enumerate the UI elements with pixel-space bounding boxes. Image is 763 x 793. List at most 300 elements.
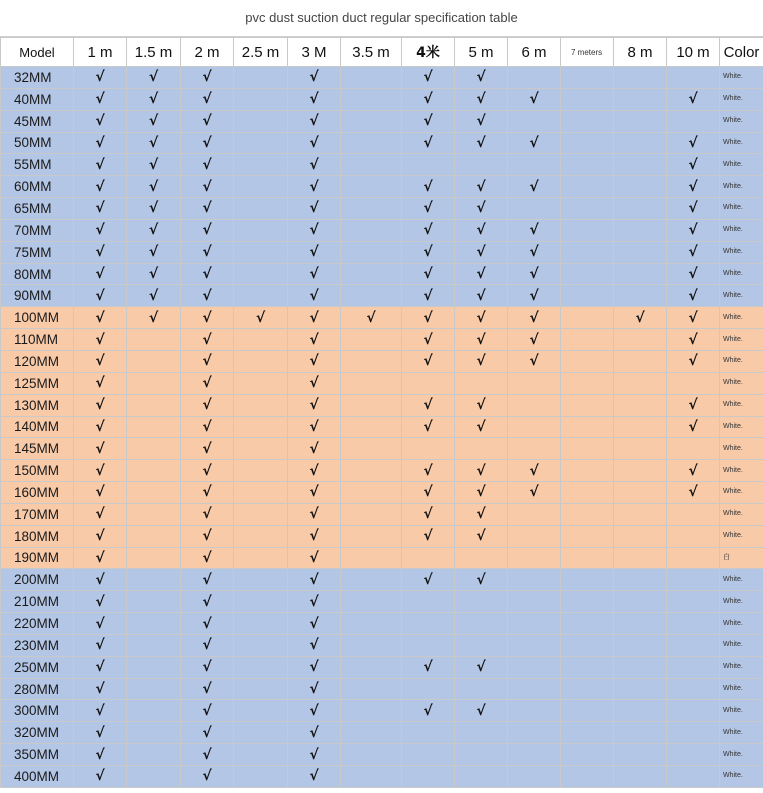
empty-cell	[508, 416, 561, 438]
model-cell: 125MM	[1, 372, 74, 394]
empty-cell	[234, 438, 288, 460]
empty-cell	[402, 547, 455, 569]
check-mark-icon: √	[127, 307, 181, 329]
check-mark-icon: √	[667, 176, 720, 198]
check-mark-icon: √	[181, 460, 234, 482]
empty-cell	[561, 613, 614, 635]
check-mark-icon: √	[288, 394, 341, 416]
table-row	[1, 110, 763, 132]
table-row	[1, 634, 763, 656]
empty-cell	[508, 198, 561, 220]
check-mark-icon: √	[127, 219, 181, 241]
empty-cell	[402, 722, 455, 744]
color-cell: 白	[720, 547, 763, 569]
empty-cell	[127, 416, 181, 438]
check-mark-icon: √	[181, 241, 234, 263]
table-row	[1, 329, 763, 351]
model-cell: 75MM	[1, 241, 74, 263]
table-row	[1, 722, 763, 744]
table-row	[1, 219, 763, 241]
check-mark-icon: √	[508, 241, 561, 263]
check-mark-icon: √	[288, 678, 341, 700]
color-cell: White.	[720, 263, 763, 285]
color-cell: White.	[720, 394, 763, 416]
empty-cell	[561, 198, 614, 220]
empty-cell	[614, 766, 667, 788]
table-row	[1, 525, 763, 547]
check-mark-icon: √	[288, 766, 341, 788]
header-1-5m: 1.5 m	[127, 38, 181, 67]
empty-cell	[234, 372, 288, 394]
check-mark-icon: √	[508, 176, 561, 198]
empty-cell	[455, 678, 508, 700]
empty-cell	[455, 722, 508, 744]
model-cell: 60MM	[1, 176, 74, 198]
empty-cell	[127, 656, 181, 678]
model-cell: 90MM	[1, 285, 74, 307]
empty-cell	[402, 766, 455, 788]
model-cell: 250MM	[1, 656, 74, 678]
check-mark-icon: √	[181, 700, 234, 722]
empty-cell	[127, 329, 181, 351]
empty-cell	[561, 285, 614, 307]
empty-cell	[667, 110, 720, 132]
check-mark-icon: √	[74, 569, 127, 591]
empty-cell	[561, 372, 614, 394]
empty-cell	[341, 394, 402, 416]
check-mark-icon: √	[288, 656, 341, 678]
empty-cell	[614, 219, 667, 241]
check-mark-icon: √	[455, 307, 508, 329]
table-row	[1, 482, 763, 504]
empty-cell	[234, 547, 288, 569]
check-mark-icon: √	[455, 329, 508, 351]
check-mark-icon: √	[288, 591, 341, 613]
check-mark-icon: √	[181, 569, 234, 591]
check-mark-icon: √	[402, 67, 455, 89]
empty-cell	[667, 744, 720, 766]
check-mark-icon: √	[402, 307, 455, 329]
check-mark-icon: √	[288, 67, 341, 89]
check-mark-icon: √	[667, 394, 720, 416]
empty-cell	[561, 547, 614, 569]
check-mark-icon: √	[74, 678, 127, 700]
check-mark-icon: √	[74, 241, 127, 263]
check-mark-icon: √	[74, 482, 127, 504]
table-row	[1, 394, 763, 416]
check-mark-icon: √	[667, 460, 720, 482]
check-mark-icon: √	[402, 88, 455, 110]
check-mark-icon: √	[402, 416, 455, 438]
model-cell: 45MM	[1, 110, 74, 132]
check-mark-icon: √	[402, 482, 455, 504]
check-mark-icon: √	[455, 110, 508, 132]
empty-cell	[614, 482, 667, 504]
empty-cell	[614, 460, 667, 482]
empty-cell	[341, 219, 402, 241]
empty-cell	[667, 700, 720, 722]
empty-cell	[508, 67, 561, 89]
empty-cell	[508, 154, 561, 176]
check-mark-icon: √	[288, 219, 341, 241]
check-mark-icon: √	[74, 460, 127, 482]
empty-cell	[127, 482, 181, 504]
empty-cell	[127, 372, 181, 394]
empty-cell	[127, 503, 181, 525]
color-cell: White.	[720, 482, 763, 504]
empty-cell	[341, 613, 402, 635]
empty-cell	[341, 722, 402, 744]
check-mark-icon: √	[74, 372, 127, 394]
model-cell: 65MM	[1, 198, 74, 220]
empty-cell	[561, 766, 614, 788]
check-mark-icon: √	[614, 307, 667, 329]
empty-cell	[234, 110, 288, 132]
empty-cell	[127, 744, 181, 766]
empty-cell	[614, 678, 667, 700]
empty-cell	[561, 482, 614, 504]
empty-cell	[234, 416, 288, 438]
empty-cell	[561, 569, 614, 591]
check-mark-icon: √	[455, 88, 508, 110]
empty-cell	[667, 678, 720, 700]
check-mark-icon: √	[508, 307, 561, 329]
check-mark-icon: √	[181, 482, 234, 504]
check-mark-icon: √	[455, 700, 508, 722]
empty-cell	[561, 744, 614, 766]
header-6m: 6 m	[508, 38, 561, 67]
empty-cell	[614, 132, 667, 154]
empty-cell	[508, 372, 561, 394]
empty-cell	[614, 394, 667, 416]
check-mark-icon: √	[181, 88, 234, 110]
check-mark-icon: √	[402, 700, 455, 722]
table-row	[1, 350, 763, 372]
empty-cell	[614, 241, 667, 263]
empty-cell	[561, 722, 614, 744]
empty-cell	[508, 438, 561, 460]
model-cell: 170MM	[1, 503, 74, 525]
empty-cell	[614, 700, 667, 722]
empty-cell	[234, 766, 288, 788]
check-mark-icon: √	[402, 656, 455, 678]
check-mark-icon: √	[508, 132, 561, 154]
empty-cell	[508, 656, 561, 678]
empty-cell	[614, 416, 667, 438]
color-cell: White.	[720, 88, 763, 110]
model-cell: 120MM	[1, 350, 74, 372]
color-cell: White.	[720, 525, 763, 547]
empty-cell	[614, 154, 667, 176]
spec-table	[0, 37, 763, 788]
empty-cell	[455, 591, 508, 613]
check-mark-icon: √	[181, 438, 234, 460]
table-row	[1, 263, 763, 285]
empty-cell	[341, 110, 402, 132]
empty-cell	[127, 547, 181, 569]
check-mark-icon: √	[288, 263, 341, 285]
check-mark-icon: √	[402, 241, 455, 263]
empty-cell	[667, 656, 720, 678]
check-mark-icon: √	[181, 503, 234, 525]
empty-cell	[341, 678, 402, 700]
model-cell: 140MM	[1, 416, 74, 438]
check-mark-icon: √	[288, 503, 341, 525]
empty-cell	[234, 634, 288, 656]
empty-cell	[614, 744, 667, 766]
color-cell: White.	[720, 569, 763, 591]
empty-cell	[127, 678, 181, 700]
check-mark-icon: √	[667, 241, 720, 263]
table-row	[1, 656, 763, 678]
empty-cell	[127, 569, 181, 591]
empty-cell	[341, 350, 402, 372]
empty-cell	[455, 744, 508, 766]
empty-cell	[341, 329, 402, 351]
check-mark-icon: √	[74, 88, 127, 110]
check-mark-icon: √	[288, 700, 341, 722]
empty-cell	[561, 394, 614, 416]
check-mark-icon: √	[402, 350, 455, 372]
check-mark-icon: √	[74, 722, 127, 744]
table-row	[1, 67, 763, 89]
check-mark-icon: √	[402, 569, 455, 591]
empty-cell	[127, 394, 181, 416]
check-mark-icon: √	[181, 350, 234, 372]
color-cell: White.	[720, 132, 763, 154]
empty-cell	[614, 613, 667, 635]
check-mark-icon: √	[455, 176, 508, 198]
empty-cell	[234, 285, 288, 307]
check-mark-icon: √	[667, 307, 720, 329]
table-row	[1, 744, 763, 766]
empty-cell	[508, 503, 561, 525]
color-cell: White.	[720, 438, 763, 460]
table-row	[1, 613, 763, 635]
check-mark-icon: √	[341, 307, 402, 329]
color-cell: White.	[720, 634, 763, 656]
empty-cell	[508, 525, 561, 547]
check-mark-icon: √	[667, 88, 720, 110]
check-mark-icon: √	[74, 285, 127, 307]
empty-cell	[614, 634, 667, 656]
empty-cell	[234, 350, 288, 372]
empty-cell	[508, 613, 561, 635]
check-mark-icon: √	[181, 766, 234, 788]
check-mark-icon: √	[127, 110, 181, 132]
check-mark-icon: √	[74, 503, 127, 525]
empty-cell	[402, 613, 455, 635]
check-mark-icon: √	[74, 307, 127, 329]
color-cell: White.	[720, 67, 763, 89]
check-mark-icon: √	[288, 350, 341, 372]
check-mark-icon: √	[455, 460, 508, 482]
check-mark-icon: √	[74, 525, 127, 547]
header-2m: 2 m	[181, 38, 234, 67]
check-mark-icon: √	[181, 110, 234, 132]
check-mark-icon: √	[288, 460, 341, 482]
check-mark-icon: √	[288, 744, 341, 766]
empty-cell	[614, 329, 667, 351]
empty-cell	[614, 285, 667, 307]
check-mark-icon: √	[74, 700, 127, 722]
empty-cell	[234, 241, 288, 263]
table-row	[1, 198, 763, 220]
empty-cell	[341, 460, 402, 482]
empty-cell	[341, 591, 402, 613]
empty-cell	[234, 569, 288, 591]
table-row	[1, 766, 763, 788]
empty-cell	[341, 482, 402, 504]
table-row	[1, 88, 763, 110]
check-mark-icon: √	[288, 154, 341, 176]
model-cell: 230MM	[1, 634, 74, 656]
empty-cell	[508, 110, 561, 132]
check-mark-icon: √	[74, 591, 127, 613]
empty-cell	[402, 678, 455, 700]
check-mark-icon: √	[455, 482, 508, 504]
check-mark-icon: √	[288, 634, 341, 656]
check-mark-icon: √	[455, 263, 508, 285]
check-mark-icon: √	[402, 329, 455, 351]
color-cell: White.	[720, 219, 763, 241]
model-cell: 210MM	[1, 591, 74, 613]
empty-cell	[234, 613, 288, 635]
empty-cell	[667, 372, 720, 394]
color-cell: White.	[720, 350, 763, 372]
empty-cell	[234, 525, 288, 547]
table-row	[1, 547, 763, 569]
check-mark-icon: √	[74, 176, 127, 198]
check-mark-icon: √	[181, 656, 234, 678]
check-mark-icon: √	[402, 176, 455, 198]
check-mark-icon: √	[288, 176, 341, 198]
model-cell: 190MM	[1, 547, 74, 569]
empty-cell	[341, 438, 402, 460]
empty-cell	[561, 241, 614, 263]
empty-cell	[561, 460, 614, 482]
check-mark-icon: √	[288, 438, 341, 460]
check-mark-icon: √	[402, 394, 455, 416]
empty-cell	[561, 634, 614, 656]
empty-cell	[561, 307, 614, 329]
empty-cell	[667, 591, 720, 613]
empty-cell	[614, 525, 667, 547]
empty-cell	[341, 700, 402, 722]
color-cell: White.	[720, 722, 763, 744]
empty-cell	[341, 285, 402, 307]
check-mark-icon: √	[667, 416, 720, 438]
check-mark-icon: √	[127, 88, 181, 110]
empty-cell	[561, 154, 614, 176]
header-2-5m: 2.5 m	[234, 38, 288, 67]
empty-cell	[561, 329, 614, 351]
check-mark-icon: √	[127, 67, 181, 89]
check-mark-icon: √	[402, 110, 455, 132]
empty-cell	[561, 591, 614, 613]
empty-cell	[614, 569, 667, 591]
header-4m: 4米	[402, 38, 455, 67]
empty-cell	[127, 700, 181, 722]
empty-cell	[455, 372, 508, 394]
check-mark-icon: √	[181, 132, 234, 154]
check-mark-icon: √	[181, 329, 234, 351]
empty-cell	[614, 110, 667, 132]
check-mark-icon: √	[667, 482, 720, 504]
empty-cell	[127, 525, 181, 547]
check-mark-icon: √	[288, 307, 341, 329]
check-mark-icon: √	[288, 547, 341, 569]
empty-cell	[402, 634, 455, 656]
table-row	[1, 176, 763, 198]
check-mark-icon: √	[402, 132, 455, 154]
empty-cell	[402, 591, 455, 613]
check-mark-icon: √	[288, 110, 341, 132]
empty-cell	[341, 263, 402, 285]
check-mark-icon: √	[74, 766, 127, 788]
check-mark-icon: √	[288, 482, 341, 504]
check-mark-icon: √	[181, 678, 234, 700]
table-row	[1, 591, 763, 613]
empty-cell	[127, 591, 181, 613]
empty-cell	[614, 656, 667, 678]
check-mark-icon: √	[74, 350, 127, 372]
table-row	[1, 460, 763, 482]
empty-cell	[234, 88, 288, 110]
model-cell: 110MM	[1, 329, 74, 351]
table-row	[1, 241, 763, 263]
check-mark-icon: √	[181, 198, 234, 220]
empty-cell	[234, 591, 288, 613]
check-mark-icon: √	[455, 241, 508, 263]
color-cell: White.	[720, 307, 763, 329]
empty-cell	[341, 569, 402, 591]
color-cell: White.	[720, 460, 763, 482]
check-mark-icon: √	[181, 416, 234, 438]
check-mark-icon: √	[288, 525, 341, 547]
table-row	[1, 700, 763, 722]
check-mark-icon: √	[181, 547, 234, 569]
empty-cell	[508, 634, 561, 656]
color-cell: White.	[720, 503, 763, 525]
empty-cell	[667, 634, 720, 656]
check-mark-icon: √	[402, 503, 455, 525]
check-mark-icon: √	[74, 438, 127, 460]
empty-cell	[667, 547, 720, 569]
empty-cell	[127, 350, 181, 372]
model-cell: 300MM	[1, 700, 74, 722]
empty-cell	[508, 591, 561, 613]
check-mark-icon: √	[74, 198, 127, 220]
empty-cell	[455, 766, 508, 788]
empty-cell	[402, 744, 455, 766]
empty-cell	[127, 613, 181, 635]
empty-cell	[561, 263, 614, 285]
check-mark-icon: √	[288, 88, 341, 110]
model-cell: 80MM	[1, 263, 74, 285]
empty-cell	[455, 547, 508, 569]
check-mark-icon: √	[455, 503, 508, 525]
check-mark-icon: √	[127, 285, 181, 307]
model-cell: 70MM	[1, 219, 74, 241]
check-mark-icon: √	[402, 525, 455, 547]
color-cell: White.	[720, 416, 763, 438]
check-mark-icon: √	[455, 394, 508, 416]
check-mark-icon: √	[402, 263, 455, 285]
empty-cell	[667, 722, 720, 744]
model-cell: 32MM	[1, 67, 74, 89]
check-mark-icon: √	[508, 460, 561, 482]
